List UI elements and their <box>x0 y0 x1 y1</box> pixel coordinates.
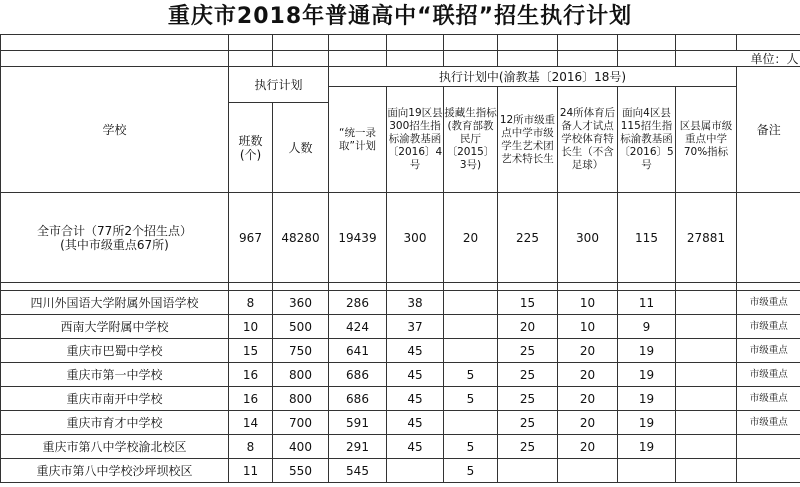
quota70-cell <box>676 459 737 483</box>
c4-cell: 11 <box>618 291 676 315</box>
tibet-cell <box>444 291 498 315</box>
people-cell: 700 <box>273 411 329 435</box>
school-name: 重庆市巴蜀中学校 <box>1 339 229 363</box>
total-name <box>1 193 229 283</box>
classes-cell: 14 <box>229 411 273 435</box>
people-cell: 500 <box>273 315 329 339</box>
enrollment-plan-table <box>0 34 800 483</box>
sports-cell <box>558 459 618 483</box>
header-row-1 <box>1 67 800 87</box>
header-people: 人数 <box>273 103 329 193</box>
quota70-cell <box>676 363 737 387</box>
c19-cell <box>387 459 444 483</box>
unified-cell: 641 <box>329 339 387 363</box>
people-cell: 400 <box>273 435 329 459</box>
c19-cell: 38 <box>387 291 444 315</box>
quota70-cell <box>676 291 737 315</box>
header-c4: 面向4区县115招生指标渝教基函〔2016〕5号 <box>618 87 676 193</box>
unified-cell: 291 <box>329 435 387 459</box>
page-title: 重庆市2018年普通高中“联招”招生执行计划 <box>0 0 800 35</box>
table-row <box>1 411 800 435</box>
total-name-line1: 全市合计（77所2个招生点） <box>37 223 192 238</box>
c4-cell: 9 <box>618 315 676 339</box>
classes-cell: 16 <box>229 363 273 387</box>
school-name: 四川外国语大学附属外国语学校 <box>1 291 229 315</box>
total-remark <box>737 193 800 283</box>
header-quota70: 区县属市级重点中学70%指标 <box>676 87 737 193</box>
table-row <box>1 387 800 411</box>
remark-cell <box>737 435 800 459</box>
classes-cell: 8 <box>229 435 273 459</box>
total-quota70: 27881 <box>676 193 737 283</box>
school-name: 重庆市育才中学校 <box>1 411 229 435</box>
school-name: 重庆市第一中学校 <box>1 363 229 387</box>
quota70-cell <box>676 435 737 459</box>
remark-cell <box>737 459 800 483</box>
art-cell: 25 <box>498 435 558 459</box>
header-classes: 班数(个) <box>229 103 273 193</box>
school-name: 重庆市第八中学校渝北校区 <box>1 435 229 459</box>
school-name: 重庆市第八中学校沙坪坝校区 <box>1 459 229 483</box>
unit-label: 单位：人 <box>676 51 800 67</box>
quota70-cell <box>676 315 737 339</box>
table-row <box>1 291 800 315</box>
table-row <box>1 459 800 483</box>
sports-cell: 10 <box>558 315 618 339</box>
remark-cell: 市级重点 <box>737 363 800 387</box>
c4-cell: 19 <box>618 411 676 435</box>
total-unified: 19439 <box>329 193 387 283</box>
header-c19: 面向19区县300招生指标渝教基函〔2016〕4号 <box>387 87 444 193</box>
header-unified: “统一录取”计划 <box>329 87 387 193</box>
table-row <box>1 435 800 459</box>
tibet-cell: 5 <box>444 363 498 387</box>
tibet-cell <box>444 411 498 435</box>
art-cell: 20 <box>498 315 558 339</box>
art-cell <box>498 459 558 483</box>
unified-cell: 424 <box>329 315 387 339</box>
quota70-cell <box>676 387 737 411</box>
total-people: 48280 <box>273 193 329 283</box>
header-tibet: 援藏生指标(教育部教民厅〔2015〕3号) <box>444 87 498 193</box>
classes-cell: 10 <box>229 315 273 339</box>
total-c4: 115 <box>618 193 676 283</box>
people-cell: 360 <box>273 291 329 315</box>
total-sports: 300 <box>558 193 618 283</box>
total-row <box>1 193 800 283</box>
sports-cell: 20 <box>558 411 618 435</box>
c4-cell: 19 <box>618 339 676 363</box>
quota70-cell <box>676 339 737 363</box>
c19-cell: 45 <box>387 411 444 435</box>
total-c19: 300 <box>387 193 444 283</box>
sports-cell: 10 <box>558 291 618 315</box>
c4-cell: 19 <box>618 387 676 411</box>
c4-cell: 19 <box>618 363 676 387</box>
table-row <box>1 315 800 339</box>
people-cell: 750 <box>273 339 329 363</box>
art-cell: 25 <box>498 411 558 435</box>
total-name-line2: (其中市级重点67所) <box>60 237 169 252</box>
unified-cell: 686 <box>329 387 387 411</box>
unit-row <box>1 51 800 67</box>
school-name: 西南大学附属中学校 <box>1 315 229 339</box>
remark-cell: 市级重点 <box>737 315 800 339</box>
art-cell: 15 <box>498 291 558 315</box>
sports-cell: 20 <box>558 387 618 411</box>
unified-cell: 286 <box>329 291 387 315</box>
tibet-cell <box>444 315 498 339</box>
unified-cell: 686 <box>329 363 387 387</box>
header-remark: 备注 <box>737 67 800 193</box>
header-executed-among: 执行计划中(渝教基〔2016〕18号) <box>329 67 737 87</box>
table-row <box>1 363 800 387</box>
school-name: 重庆市南开中学校 <box>1 387 229 411</box>
classes-cell: 8 <box>229 291 273 315</box>
header-art: 12所市级重点中学市级学生艺术团艺术特长生 <box>498 87 558 193</box>
tibet-cell: 5 <box>444 435 498 459</box>
header-school: 学校 <box>1 67 229 193</box>
sports-cell: 20 <box>558 363 618 387</box>
c19-cell: 37 <box>387 315 444 339</box>
remark-cell: 市级重点 <box>737 387 800 411</box>
header-plan: 执行计划 <box>229 67 329 103</box>
art-cell: 25 <box>498 339 558 363</box>
spacer-row-2 <box>1 283 800 291</box>
spacer-row <box>1 35 800 51</box>
total-art: 225 <box>498 193 558 283</box>
classes-cell: 11 <box>229 459 273 483</box>
c19-cell: 45 <box>387 339 444 363</box>
unified-cell: 591 <box>329 411 387 435</box>
quota70-cell <box>676 411 737 435</box>
c19-cell: 45 <box>387 363 444 387</box>
c19-cell: 45 <box>387 387 444 411</box>
header-sports: 24所体育后备人才试点学校体育特长生（不含足球） <box>558 87 618 193</box>
remark-cell: 市级重点 <box>737 411 800 435</box>
table-row <box>1 339 800 363</box>
c4-cell <box>618 459 676 483</box>
total-tibet: 20 <box>444 193 498 283</box>
tibet-cell: 5 <box>444 387 498 411</box>
sports-cell: 20 <box>558 435 618 459</box>
classes-cell: 16 <box>229 387 273 411</box>
remark-cell: 市级重点 <box>737 291 800 315</box>
classes-cell: 15 <box>229 339 273 363</box>
unified-cell: 545 <box>329 459 387 483</box>
people-cell: 800 <box>273 363 329 387</box>
c19-cell: 45 <box>387 435 444 459</box>
sports-cell: 20 <box>558 339 618 363</box>
tibet-cell: 5 <box>444 459 498 483</box>
tibet-cell <box>444 339 498 363</box>
total-classes: 967 <box>229 193 273 283</box>
people-cell: 550 <box>273 459 329 483</box>
art-cell: 25 <box>498 363 558 387</box>
art-cell: 25 <box>498 387 558 411</box>
c4-cell: 19 <box>618 435 676 459</box>
remark-cell: 市级重点 <box>737 339 800 363</box>
people-cell: 800 <box>273 387 329 411</box>
